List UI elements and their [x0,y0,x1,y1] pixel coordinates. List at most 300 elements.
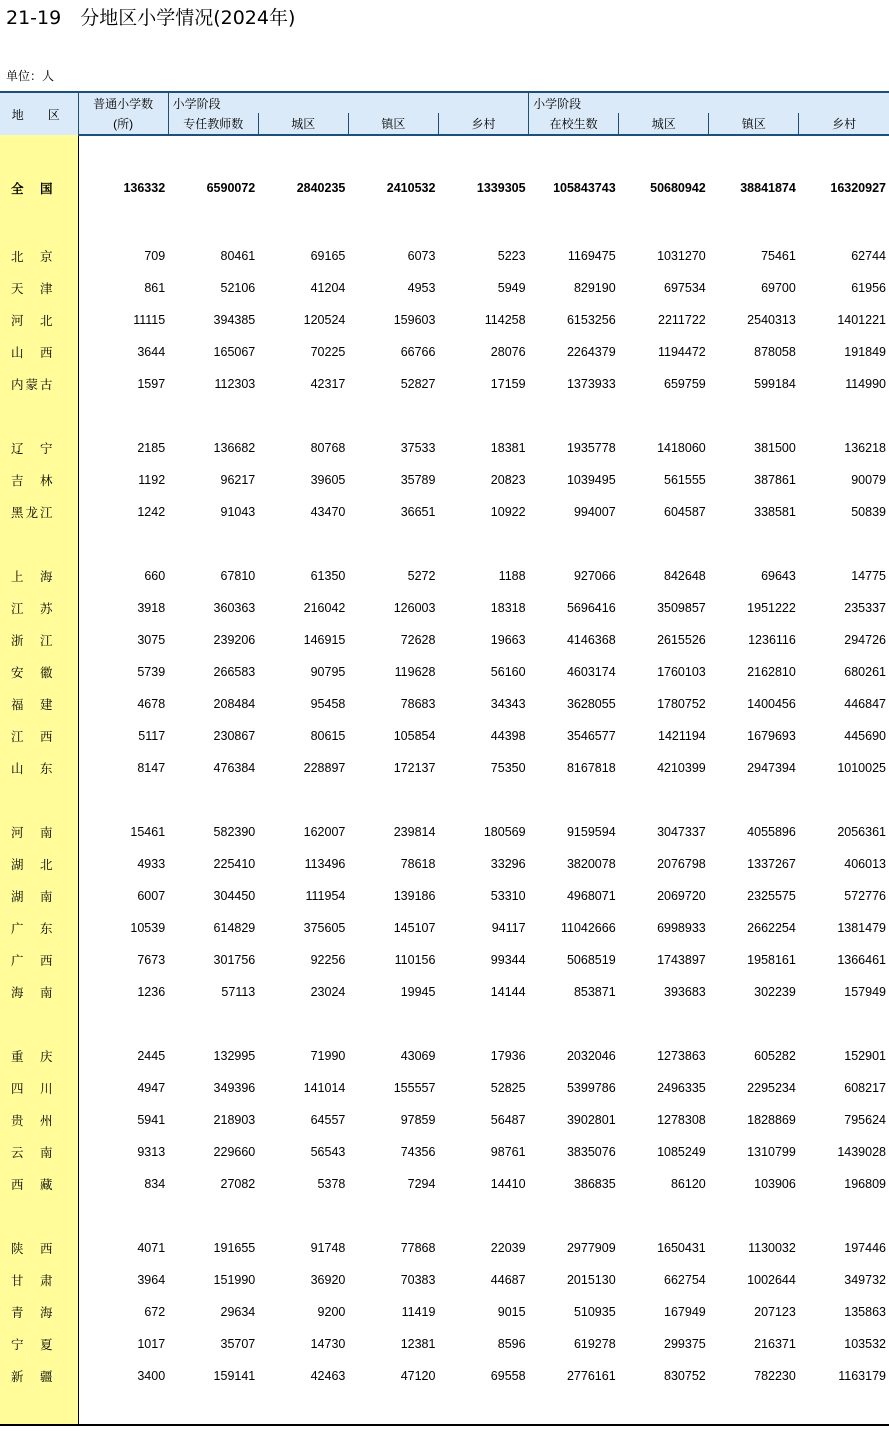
cell-value: 8147 [137,761,166,775]
cell-value: 302239 [754,985,796,999]
cell-value: 239206 [213,633,256,647]
cell-value: 207123 [754,1305,796,1319]
cell-value: 1401221 [837,313,886,327]
cell-value: 1236116 [748,633,796,647]
cell-value: 80461 [220,249,256,263]
cell-value: 94117 [491,921,526,935]
cell-value: 4210399 [657,761,706,775]
cell-value: 17936 [490,1049,526,1063]
cell-value: 2076798 [657,857,706,871]
cell-value: 386835 [573,1177,616,1191]
cell-value: 1935778 [566,441,616,455]
cell-value: 1194472 [658,345,706,359]
region-name: 全 国 [0,168,78,208]
cell-value: 35789 [400,473,436,487]
cell-value: 3644 [137,345,166,359]
table-row [0,1136,889,1168]
table-row [0,496,889,528]
cell-value: 697534 [664,281,706,295]
cell-value: 830752 [664,1369,706,1383]
region-name: 四 川 [0,1072,78,1104]
table-row [0,1296,889,1328]
cell-value: 1780752 [657,697,706,711]
cell-value: 662754 [664,1273,706,1287]
cell-value: 338581 [754,505,796,519]
region-name: 湖 南 [0,880,78,912]
cell-value: 4146368 [566,633,616,647]
cell-value: 78683 [400,697,436,711]
cell-value: 141014 [303,1081,346,1095]
cell-value: 3918 [137,601,166,615]
table-header [0,92,889,135]
cell-value: 43470 [310,505,346,519]
cell-value: 19945 [400,985,436,999]
region-name: 山 西 [0,336,78,368]
cell-value: 1188 [498,569,526,583]
cell-value: 50839 [851,505,886,519]
table-row [0,272,889,304]
cell-value: 9200 [317,1305,346,1319]
cell-value: 5696416 [566,601,616,615]
cell-value: 387861 [754,473,796,487]
cell-value: 1381479 [837,921,886,935]
region-name: 广 东 [0,912,78,944]
cell-value: 3509857 [657,601,706,615]
cell-value: 6007 [137,889,166,903]
cell-value: 229660 [213,1145,256,1159]
table-row [0,464,889,496]
cell-value: 1017 [137,1337,166,1351]
header-teachers-rural: 乡村 [438,113,528,135]
cell-value: 2069720 [657,889,706,903]
table-row [0,336,889,368]
region-name: 云 南 [0,1136,78,1168]
cell-value: 159603 [393,313,436,327]
cell-value: 67810 [220,569,256,583]
spacer-row [0,1392,889,1425]
region-name: 安 徽 [0,656,78,688]
cell-value: 795624 [844,1113,886,1127]
cell-value: 878058 [754,345,796,359]
cell-value: 393683 [664,985,706,999]
cell-value: 16320927 [830,181,886,195]
cell-value: 36920 [310,1273,346,1287]
cell-value: 1130032 [748,1241,796,1255]
cell-value: 86120 [670,1177,706,1191]
cell-value: 5949 [497,281,526,295]
cell-value: 33296 [490,857,526,871]
cell-value: 43069 [400,1049,436,1063]
cell-value: 34343 [490,697,526,711]
table-row [0,1264,889,1296]
cell-value: 114258 [484,313,526,327]
cell-value: 3546577 [566,729,616,743]
spacer-row [0,135,889,168]
cell-value: 14144 [490,985,526,999]
cell-value: 4055896 [747,825,796,839]
cell-value: 69700 [761,281,796,295]
cell-value: 605282 [754,1049,796,1063]
cell-value: 476384 [213,761,256,775]
cell-value: 582390 [213,825,256,839]
cell-value: 216371 [754,1337,796,1351]
cell-value: 196809 [844,1177,886,1191]
cell-value: 27082 [220,1177,256,1191]
cell-value: 8167818 [566,761,616,775]
cell-value: 7673 [137,953,166,967]
table-row [0,1104,889,1136]
cell-value: 6073 [407,249,436,263]
cell-value: 14775 [851,569,886,583]
cell-value: 225410 [213,857,256,871]
cell-value: 1085249 [657,1145,706,1159]
cell-value: 2410532 [386,181,436,195]
cell-value: 2662254 [747,921,796,935]
cell-value: 239814 [393,825,436,839]
region-name: 海 南 [0,976,78,1008]
cell-value: 52827 [400,377,436,391]
region-name: 河 北 [0,304,78,336]
cell-value: 659759 [664,377,706,391]
cell-value: 80615 [310,729,346,743]
cell-value: 1597 [137,377,166,391]
region-name: 山 东 [0,752,78,784]
cell-value: 69558 [490,1369,526,1383]
region-name: 西 藏 [0,1168,78,1200]
cell-value: 680261 [844,665,886,679]
cell-value: 3820078 [566,857,616,871]
page-title: 21-19 分地区小学情况(2024年) [6,7,296,29]
cell-value: 1337267 [747,857,796,871]
cell-value: 446847 [844,697,886,711]
table-row [0,560,889,592]
table-row [0,688,889,720]
cell-value: 19663 [490,633,526,647]
cell-value: 266583 [213,665,256,679]
cell-value: 155557 [393,1081,436,1095]
cell-value: 2056361 [837,825,886,839]
cell-value: 3964 [137,1273,166,1287]
cell-value: 47120 [400,1369,436,1383]
cell-value: 14410 [490,1177,526,1191]
cell-value: 132995 [213,1049,256,1063]
cell-value: 2947394 [747,761,796,775]
cell-value: 1366461 [837,953,886,967]
region-name: 上 海 [0,560,78,592]
cell-value: 61350 [310,569,346,583]
table-row [0,1360,889,1392]
cell-value: 842648 [664,569,706,583]
cell-value: 14730 [310,1337,346,1351]
cell-value: 672 [144,1305,166,1319]
cell-value: 2977909 [566,1241,616,1255]
table-row [0,1328,889,1360]
cell-value: 38841874 [740,181,796,195]
region-name: 北 京 [0,240,78,272]
region-name: 黑龙江 [0,496,78,528]
cell-value: 41204 [310,281,346,295]
cell-value: 97859 [400,1113,436,1127]
cell-value: 126003 [393,601,436,615]
cell-value: 561555 [664,473,706,487]
table-row [0,432,889,464]
cell-value: 299375 [664,1337,706,1351]
cell-value: 1828869 [747,1113,796,1127]
cell-value: 208484 [213,697,256,711]
cell-value: 1310799 [747,1145,796,1159]
cell-value: 301756 [213,953,256,967]
cell-value: 70383 [400,1273,436,1287]
cell-value: 3902801 [566,1113,616,1127]
cell-value: 90079 [851,473,886,487]
cell-value: 75461 [761,249,796,263]
cell-value: 114990 [845,377,886,391]
cell-value: 994007 [573,505,616,519]
cell-value: 599184 [754,377,796,391]
cell-value: 4603174 [566,665,616,679]
cell-value: 1958161 [747,953,796,967]
cell-value: 1192 [138,473,166,487]
cell-value: 139186 [393,889,436,903]
cell-value: 120524 [303,313,346,327]
cell-value: 834 [144,1177,166,1191]
cell-value: 1010025 [837,761,886,775]
cell-value: 5739 [137,665,166,679]
cell-value: 71990 [310,1049,346,1063]
table-row [0,848,889,880]
cell-value: 2185 [137,441,166,455]
cell-value: 1373933 [566,377,616,391]
region-name: 新 疆 [0,1360,78,1392]
cell-value: 18381 [490,441,526,455]
table-row [0,1072,889,1104]
cell-value: 165067 [213,345,256,359]
cell-value: 191849 [844,345,886,359]
cell-value: 5378 [317,1177,346,1191]
cell-value: 2776161 [566,1369,616,1383]
cell-value: 5117 [138,729,166,743]
header-students-urban: 城区 [619,113,709,135]
region-name: 江 苏 [0,592,78,624]
cell-value: 4933 [137,857,166,871]
cell-value: 1169475 [567,249,616,263]
cell-value: 230867 [213,729,256,743]
cell-value: 136332 [123,181,166,195]
cell-value: 23024 [310,985,346,999]
cell-value: 69643 [761,569,796,583]
cell-value: 42463 [310,1369,346,1383]
region-name: 甘 肃 [0,1264,78,1296]
region-name: 江 西 [0,720,78,752]
cell-value: 62744 [851,249,886,263]
cell-value: 6590072 [206,181,256,195]
cell-value: 61956 [851,281,886,295]
spacer-row [0,1200,889,1232]
cell-value: 3835076 [566,1145,616,1159]
cell-value: 1163179 [838,1369,886,1383]
unit-label: 单位：人 [6,69,55,83]
cell-value: 2445 [137,1049,166,1063]
cell-value: 2295234 [747,1081,796,1095]
spacer-row [0,400,889,432]
cell-value: 3075 [137,633,166,647]
cell-value: 9313 [137,1145,166,1159]
cell-value: 35707 [220,1337,256,1351]
cell-value: 112303 [214,377,256,391]
cell-value: 2211722 [658,313,706,327]
region-name: 河 南 [0,816,78,848]
cell-value: 111954 [305,889,346,903]
cell-value: 151990 [213,1273,256,1287]
region-name: 湖 北 [0,848,78,880]
cell-value: 5068519 [566,953,616,967]
cell-value: 1421194 [658,729,706,743]
cell-value: 9159594 [566,825,616,839]
cell-value: 50680942 [650,181,706,195]
cell-value: 1278308 [657,1113,706,1127]
table-row [0,1040,889,1072]
table-row [0,1168,889,1200]
cell-value: 159141 [213,1369,256,1383]
cell-value: 99344 [490,953,526,967]
cell-value: 2540313 [747,313,796,327]
cell-value: 9015 [497,1305,526,1319]
cell-value: 228897 [303,761,346,775]
cell-value: 1031270 [657,249,706,263]
cell-value: 4953 [407,281,436,295]
header-teachers-group: 小学阶段 [168,92,528,113]
region-name: 陕 西 [0,1232,78,1264]
cell-value: 6998933 [657,921,706,935]
cell-value: 167949 [664,1305,706,1319]
cell-value: 1439028 [837,1145,886,1159]
cell-value: 36651 [400,505,436,519]
cell-value: 44398 [490,729,526,743]
cell-value: 103532 [844,1337,886,1351]
cell-value: 197446 [844,1241,886,1255]
cell-value: 1400456 [747,697,796,711]
region-name: 辽 宁 [0,432,78,464]
cell-value: 91748 [310,1241,346,1255]
cell-value: 1002644 [747,1273,796,1287]
cell-value: 92256 [310,953,346,967]
cell-value: 1418060 [657,441,706,455]
cell-value: 77868 [400,1241,436,1255]
cell-value: 604587 [664,505,706,519]
cell-value: 11419 [401,1305,436,1319]
table-row [0,624,889,656]
cell-value: 2015130 [566,1273,616,1287]
cell-value: 69165 [310,249,346,263]
header-students-total: 在校生数 [529,113,619,135]
table-row [0,912,889,944]
cell-value: 64557 [310,1113,346,1127]
cell-value: 5223 [497,249,526,263]
table-row [0,816,889,848]
cell-value: 56160 [490,665,526,679]
cell-value: 75350 [490,761,526,775]
table-row [0,880,889,912]
header-teachers-urban: 城区 [258,113,348,135]
cell-value: 1679693 [747,729,796,743]
table-row [0,240,889,272]
cell-value: 1273863 [657,1049,706,1063]
cell-value: 15461 [130,825,166,839]
cell-value: 52825 [490,1081,526,1095]
cell-value: 660 [144,569,166,583]
cell-value: 619278 [573,1337,616,1351]
cell-value: 70225 [310,345,346,359]
cell-value: 4071 [137,1241,166,1255]
cell-value: 294726 [844,633,886,647]
national-row [0,168,889,208]
cell-value: 2264379 [566,345,616,359]
cell-value: 72628 [400,633,436,647]
cell-value: 782230 [754,1369,796,1383]
data-table [0,91,889,1426]
cell-value: 42317 [310,377,346,391]
cell-value: 6153256 [566,313,616,327]
cell-value: 162007 [303,825,346,839]
table-row [0,752,889,784]
cell-value: 709 [144,249,166,263]
cell-value: 146915 [303,633,346,647]
cell-value: 572776 [844,889,886,903]
cell-value: 74356 [400,1145,436,1159]
cell-value: 3628055 [566,697,616,711]
table-row [0,592,889,624]
cell-value: 853871 [573,985,616,999]
spacer-row [0,784,889,816]
cell-value: 2162810 [747,665,796,679]
cell-value: 22039 [490,1241,526,1255]
cell-value: 136682 [213,441,256,455]
cell-value: 406013 [844,857,886,871]
cell-value: 20823 [490,473,526,487]
cell-value: 1339305 [476,181,526,195]
region-name: 吉 林 [0,464,78,496]
region-name: 贵 州 [0,1104,78,1136]
cell-value: 2840235 [296,181,346,195]
table-row [0,368,889,400]
table-row [0,944,889,976]
header-students-town: 镇区 [709,113,799,135]
region-name: 福 建 [0,688,78,720]
region-name: 重 庆 [0,1040,78,1072]
cell-value: 2032046 [566,1049,616,1063]
cell-value: 12381 [400,1337,436,1351]
cell-value: 2325575 [747,889,796,903]
cell-value: 829190 [573,281,616,295]
spacer-row [0,1008,889,1040]
cell-value: 2615526 [657,633,706,647]
cell-value: 4678 [137,697,166,711]
data-table-container [0,91,889,1417]
cell-value: 360363 [213,601,256,615]
cell-value: 1039495 [566,473,616,487]
table-row [0,656,889,688]
cell-value: 304450 [213,889,256,903]
cell-value: 3047337 [657,825,706,839]
cell-value: 2496335 [657,1081,706,1095]
region-name: 浙 江 [0,624,78,656]
cell-value: 445690 [844,729,886,743]
table-row [0,1232,889,1264]
cell-value: 18318 [490,601,526,615]
cell-value: 1760103 [657,665,706,679]
cell-value: 218903 [213,1113,256,1127]
region-name: 天 津 [0,272,78,304]
